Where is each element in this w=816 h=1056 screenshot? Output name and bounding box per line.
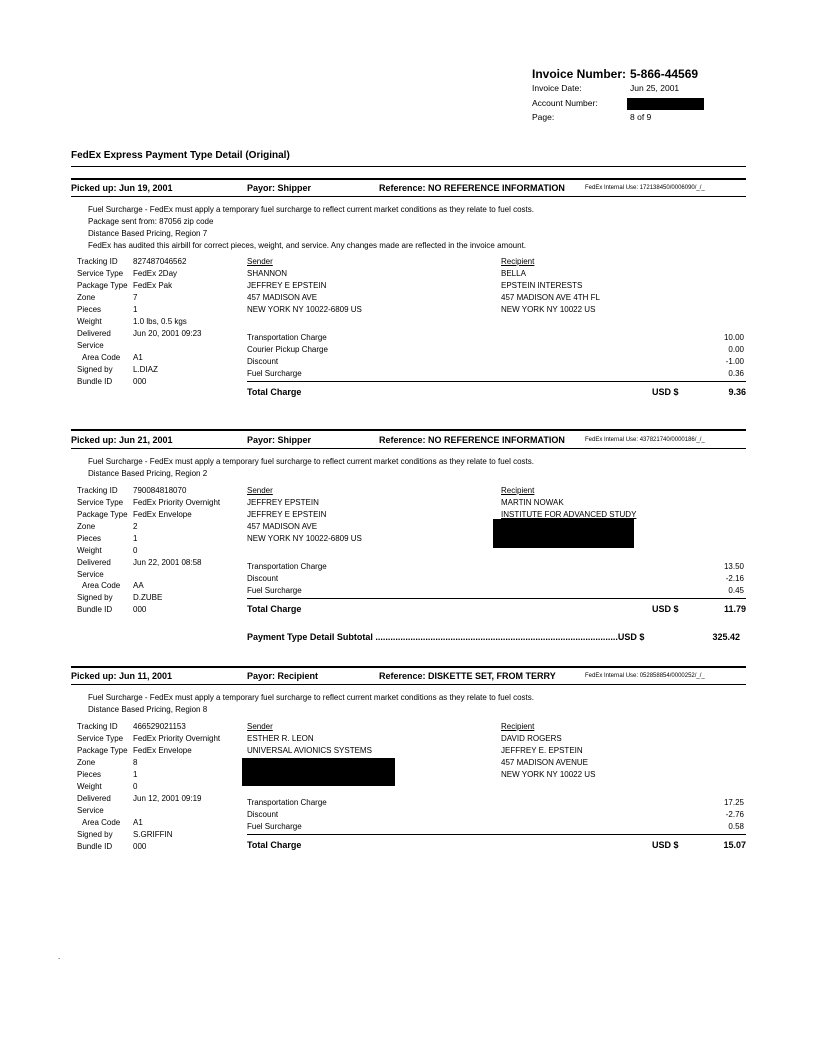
shipment-2-package-type: FedEx Envelope — [133, 510, 192, 519]
shipment-1-charge-label: Transportation Charge — [247, 333, 327, 342]
shipment-2-zone: 2 — [133, 522, 138, 531]
shipment-1-bundle-id: 000 — [133, 377, 147, 386]
invoice-number-label: Invoice Number: — [532, 67, 627, 81]
sender-label: Sender — [247, 486, 273, 495]
shipment-1-reference: Reference: NO REFERENCE INFORMATION — [379, 183, 565, 193]
shipment-1-recipient-line: 457 MADISON AVE 4TH FL — [501, 293, 600, 302]
shipment-3-signed-by: S.GRIFFIN — [133, 830, 173, 839]
shipment-1-charge-label: Courier Pickup Charge — [247, 345, 328, 354]
tracking-id-label: Tracking ID — [77, 722, 118, 731]
invoice-number: 5-866-44569 — [630, 67, 699, 81]
zone-label: Zone — [77, 522, 96, 531]
shipment-2-total-rule — [247, 598, 746, 599]
shipment-3-tracking-id: 466529021153 — [133, 722, 186, 731]
recipient-address-redaction — [493, 519, 634, 548]
shipment-1-payor: Payor: Shipper — [247, 183, 312, 193]
shipment-1-charge-amount: -1.00 — [725, 357, 744, 366]
shipment-3-pieces: 1 — [133, 770, 138, 779]
usd-label: USD $ — [652, 840, 679, 850]
shipment-3-total-rule — [247, 834, 746, 835]
shipment-1-package-type: FedEx Pak — [133, 281, 173, 290]
shipment-1-service-type: FedEx 2Day — [133, 269, 178, 278]
shipment-1-recipient-line: NEW YORK NY 10022 US — [501, 305, 596, 314]
shipment-3-service-type: FedEx Priority Overnight — [133, 734, 221, 743]
service-label: Service — [77, 570, 104, 579]
shipment-1-pieces: 1 — [133, 305, 138, 314]
bundle-id-label: Bundle ID — [77, 377, 113, 386]
sender-label: Sender — [247, 257, 273, 266]
shipment-2-sender-line: JEFFREY EPSTEIN — [247, 498, 319, 507]
pieces-label: Pieces — [77, 305, 102, 314]
delivered-label: Delivered — [77, 329, 111, 338]
shipment-3-recipient-line: NEW YORK NY 10022 US — [501, 770, 596, 779]
shipment-2-recipient-line: INSTITUTE FOR ADVANCED STUDY — [501, 510, 637, 519]
sender-label: Sender — [247, 722, 273, 731]
shipment-1-charge-amount: 0.36 — [728, 369, 744, 378]
shipment-2-sender-line: NEW YORK NY 10022-6809 US — [247, 534, 362, 543]
delivered-label: Delivered — [77, 558, 111, 567]
shipment-1-sender-line: JEFFREY E EPSTEIN — [247, 281, 327, 290]
weight-label: Weight — [77, 317, 102, 326]
shipment-2-charge-amount: 13.50 — [723, 562, 744, 571]
shipment-3-payor: Payor: Recipient — [247, 671, 319, 681]
service-label: Service — [77, 341, 104, 350]
shipment-1-sender-line: 457 MADISON AVE — [247, 293, 318, 302]
shipment-1-charge-label: Discount — [247, 357, 279, 366]
total-charge-label: Total Charge — [247, 840, 302, 850]
area-code-label: Area Code — [82, 818, 121, 827]
shipment-3-charge-label: Transportation Charge — [247, 798, 327, 807]
account-number-label: Account Number: — [532, 98, 598, 108]
shipment-3-charge-label: Discount — [247, 810, 279, 819]
page-title: FedEx Express Payment Type Detail (Original) — [71, 150, 290, 161]
shipment-1-tracking-id: 827487046562 — [133, 257, 187, 266]
shipment-1-note: Package sent from: 87056 zip code — [88, 217, 214, 226]
shipment-1-total-charge: 9.36 — [728, 387, 746, 397]
shipment-2-weight: 0 — [133, 546, 138, 555]
shipment-2-tracking-id: 790084818070 — [133, 486, 187, 495]
service-type-label: Service Type — [77, 269, 124, 278]
shipment-1-weight: 1.0 lbs, 0.5 kgs — [133, 317, 187, 326]
sender-address-redaction — [242, 758, 395, 786]
page-label: Page: — [532, 112, 555, 122]
usd-label: USD $ — [652, 387, 679, 397]
total-charge-label: Total Charge — [247, 604, 302, 614]
package-type-label: Package Type — [77, 510, 128, 519]
shipment-1-zone: 7 — [133, 293, 138, 302]
account-number-redaction — [627, 98, 704, 110]
package-type-label: Package Type — [77, 281, 128, 290]
shipment-1-sender-line: SHANNON — [247, 269, 288, 278]
shipment-2-charge-label: Fuel Surcharge — [247, 586, 302, 595]
shipment-2-bundle-id: 000 — [133, 605, 147, 614]
area-code-label: Area Code — [82, 581, 121, 590]
shipment-1-header-rule — [71, 196, 746, 197]
invoice-date-label: Invoice Date: — [532, 83, 582, 93]
shipment-1-sender-line: NEW YORK NY 10022-6809 US — [247, 305, 362, 314]
shipment-3-charge-label: Fuel Surcharge — [247, 822, 302, 831]
shipment-1-top-rule — [71, 178, 746, 180]
shipment-2-recipient-line: MARTIN NOWAK — [501, 498, 564, 507]
shipment-2-note: Fuel Surcharge - FedEx must apply a temporary fuel surcharge to reflect current market conditions as they relate to fuel costs. — [88, 457, 534, 466]
delivered-label: Delivered — [77, 794, 111, 803]
shipment-2-note: Distance Based Pricing, Region 2 — [88, 469, 208, 478]
shipment-2-service-type: FedEx Priority Overnight — [133, 498, 221, 507]
shipment-3-reference: Reference: DISKETTE SET, FROM TERRY — [379, 671, 556, 681]
shipment-3-area-code: A1 — [133, 818, 143, 827]
shipment-3-charge-amount: 0.58 — [728, 822, 744, 831]
shipment-2-payor: Payor: Shipper — [247, 435, 312, 445]
shipment-1-recipient-line: EPSTEIN INTERESTS — [501, 281, 583, 290]
shipment-1-total-rule — [247, 381, 746, 382]
shipment-2-internal-use: FedEx Internal Use: 437821740/0000186/_/_ — [585, 437, 705, 443]
shipment-3-recipient-line: DAVID ROGERS — [501, 734, 562, 743]
shipment-2-charge-amount: -2.16 — [725, 574, 744, 583]
package-type-label: Package Type — [77, 746, 128, 755]
shipment-3-weight: 0 — [133, 782, 138, 791]
shipment-3-picked-up: Picked up: Jun 11, 2001 — [71, 671, 173, 681]
recipient-label: Recipient — [501, 257, 535, 266]
shipment-3-note: Fuel Surcharge - FedEx must apply a temporary fuel surcharge to reflect current market conditions as they relate to fuel costs. — [88, 693, 534, 702]
shipment-2-total-charge: 11.79 — [723, 604, 746, 614]
service-type-label: Service Type — [77, 734, 124, 743]
shipment-2-sender-line: 457 MADISON AVE — [247, 522, 318, 531]
shipment-1-charge-amount: 0.00 — [728, 345, 744, 354]
shipment-3-note: Distance Based Pricing, Region 8 — [88, 705, 208, 714]
page-number: 8 of 9 — [630, 112, 652, 122]
shipment-3-bundle-id: 000 — [133, 842, 147, 851]
shipment-2-header-rule — [71, 448, 746, 449]
service-label: Service — [77, 806, 104, 815]
shipment-1-area-code: A1 — [133, 353, 143, 362]
bundle-id-label: Bundle ID — [77, 605, 113, 614]
weight-label: Weight — [77, 782, 102, 791]
signed-by-label: Signed by — [77, 830, 113, 839]
shipment-1-charge-label: Fuel Surcharge — [247, 369, 302, 378]
shipment-1-signed-by: L.DIAZ — [133, 365, 158, 374]
shipment-3-internal-use: FedEx Internal Use: 052858854/0000252/_/_ — [585, 673, 705, 679]
shipment-1-recipient-line: BELLA — [501, 269, 526, 278]
tracking-id-label: Tracking ID — [77, 486, 118, 495]
shipment-1-note: Distance Based Pricing, Region 7 — [88, 229, 208, 238]
shipment-3-sender-line: ESTHER R. LEON — [247, 734, 314, 743]
shipment-3-recipient-line: 457 MADISON AVENUE — [501, 758, 588, 767]
shipment-3-top-rule — [71, 666, 746, 668]
shipment-2-area-code: AA — [133, 581, 144, 590]
shipment-3-zone: 8 — [133, 758, 138, 767]
subtotal-amount: 325.42 — [712, 632, 740, 642]
shipment-2-charge-label: Transportation Charge — [247, 562, 327, 571]
shipment-3-charge-amount: 17.25 — [723, 798, 744, 807]
weight-label: Weight — [77, 546, 102, 555]
signed-by-label: Signed by — [77, 365, 113, 374]
shipment-2-signed-by: D.ZUBE — [133, 593, 163, 602]
shipment-2-top-rule — [71, 429, 746, 431]
shipment-1-note: FedEx has audited this airbill for correct pieces, weight, and service. Any changes made are reflected in the invoice amount. — [88, 241, 527, 250]
zone-label: Zone — [77, 293, 96, 302]
recipient-label: Recipient — [501, 486, 535, 495]
zone-label: Zone — [77, 758, 96, 767]
shipment-3-header-rule — [71, 684, 746, 685]
pieces-label: Pieces — [77, 770, 102, 779]
shipment-3-charge-amount: -2.76 — [725, 810, 744, 819]
subtotal-label: Payment Type Detail Subtotal .................................................................................................USD $ — [247, 632, 645, 642]
total-charge-label: Total Charge — [247, 387, 302, 397]
shipment-2-reference: Reference: NO REFERENCE INFORMATION — [379, 435, 565, 445]
shipment-2-pieces: 1 — [133, 534, 138, 543]
bundle-id-label: Bundle ID — [77, 842, 113, 851]
recipient-label: Recipient — [501, 722, 535, 731]
shipment-1-internal-use: FedEx Internal Use: 172138450/0006090/_/_ — [585, 185, 705, 191]
footer-mark: . — [58, 952, 61, 961]
shipment-3-total-charge: 15.07 — [723, 840, 746, 850]
shipment-1-picked-up: Picked up: Jun 19, 2001 — [71, 183, 173, 193]
shipment-2-picked-up: Picked up: Jun 21, 2001 — [71, 435, 173, 445]
shipment-2-delivered: Jun 22, 2001 08:58 — [133, 558, 202, 567]
shipment-2-sender-line: JEFFREY E EPSTEIN — [247, 510, 327, 519]
shipment-3-sender-line: UNIVERSAL AVIONICS SYSTEMS — [247, 746, 372, 755]
service-type-label: Service Type — [77, 498, 124, 507]
tracking-id-label: Tracking ID — [77, 257, 118, 266]
shipment-2-charge-amount: 0.45 — [728, 586, 744, 595]
signed-by-label: Signed by — [77, 593, 113, 602]
usd-label: USD $ — [652, 604, 679, 614]
title-divider — [71, 166, 746, 167]
shipment-3-recipient-line: JEFFREY E. EPSTEIN — [501, 746, 583, 755]
shipment-3-package-type: FedEx Envelope — [133, 746, 192, 755]
shipment-1-note: Fuel Surcharge - FedEx must apply a temporary fuel surcharge to reflect current market conditions as they relate to fuel costs. — [88, 205, 534, 214]
shipment-1-charge-amount: 10.00 — [723, 333, 744, 342]
area-code-label: Area Code — [82, 353, 121, 362]
invoice-date: Jun 25, 2001 — [630, 83, 680, 93]
shipment-1-delivered: Jun 20, 2001 09:23 — [133, 329, 202, 338]
shipment-3-delivered: Jun 12, 2001 09:19 — [133, 794, 202, 803]
pieces-label: Pieces — [77, 534, 102, 543]
shipment-2-charge-label: Discount — [247, 574, 279, 583]
